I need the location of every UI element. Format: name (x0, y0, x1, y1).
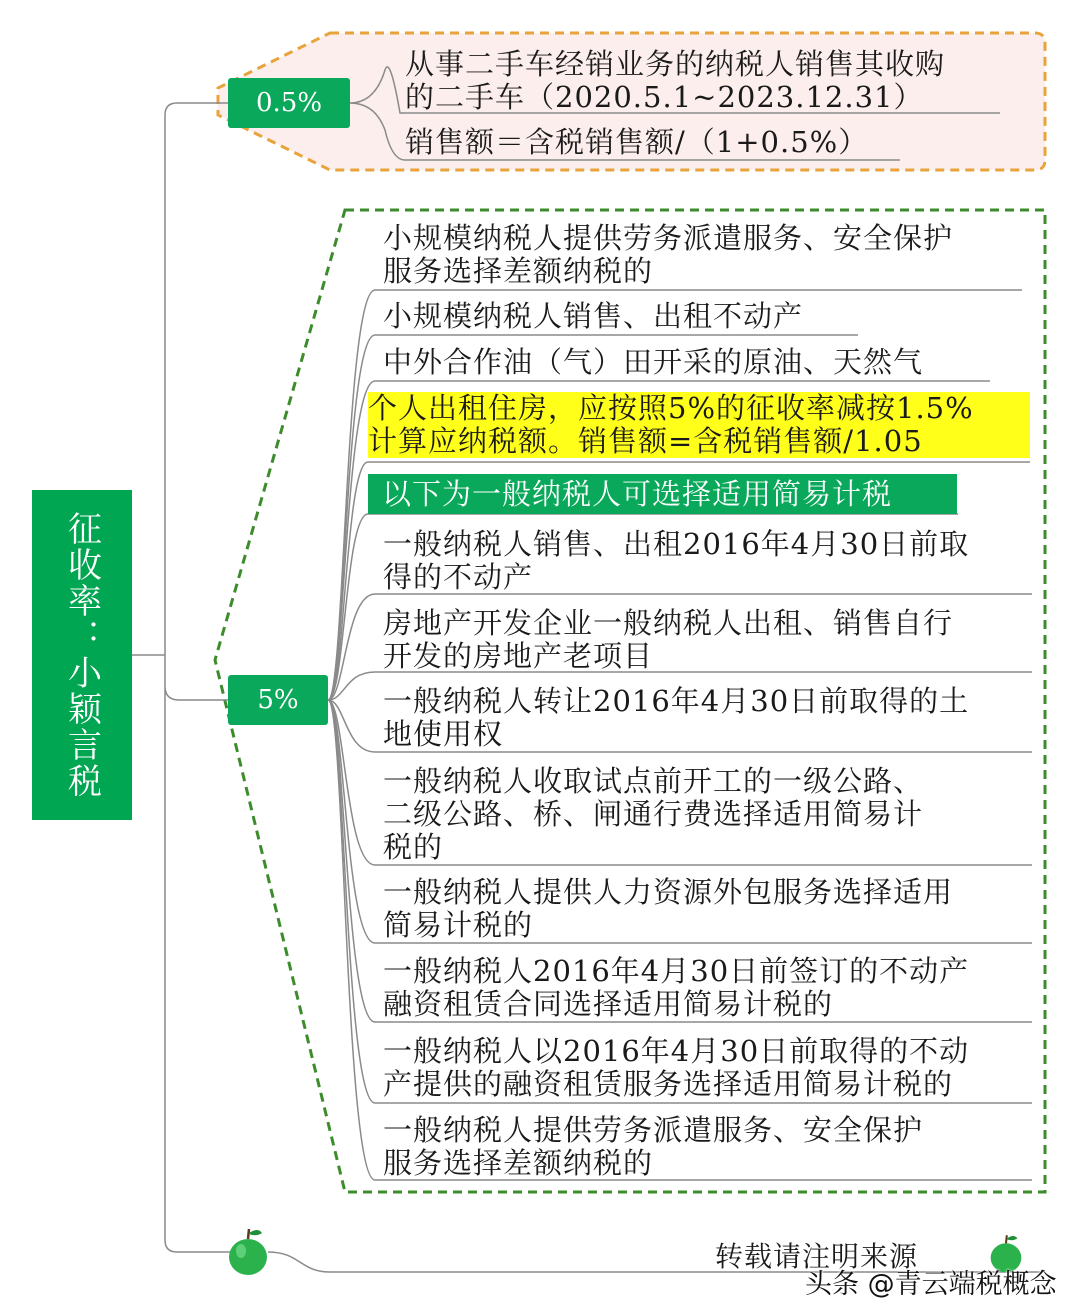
item-line: 一般纳税人销售、出租2016年4月30日前取 (383, 527, 970, 561)
item-line: 服务选择差额纳税的 (383, 254, 654, 288)
item-oil-gas[interactable] (383, 346, 923, 379)
item-land-use-right[interactable] (383, 685, 969, 751)
item-finance-lease-service[interactable] (383, 1035, 969, 1101)
item-line: 开发的房地产老项目 (383, 639, 654, 673)
item-personal-rental[interactable] (368, 392, 1030, 458)
item-line: 从事二手车经销业务的纳税人销售其收购 (405, 47, 946, 81)
item-finance-lease-contract[interactable] (383, 955, 969, 1021)
root-node[interactable]: 征收率：小颖言税 (32, 490, 132, 820)
item-line: 中外合作油（气）田开采的原油、天然气 (383, 345, 924, 379)
item-line: 地使用权 (383, 717, 504, 751)
trunk-line (132, 103, 230, 1252)
item-line: 销售额＝含税销售额/（1+0.5%） (405, 125, 869, 159)
item-line: 一般纳税人转让2016年4月30日前取得的土 (383, 684, 970, 718)
apple-icon (226, 1225, 270, 1277)
item-line: 一般纳税人收取试点前开工的一级公路、 (383, 764, 924, 798)
footer-note: 转载请注明来源 (715, 1240, 919, 1273)
item-line: 小规模纳税人提供劳务派遣服务、安全保护 (383, 221, 954, 255)
item-line: 服务选择差额纳税的 (383, 1146, 654, 1180)
general-taxpayer-header[interactable]: 以下为一般纳税人可选择适用简易计税 (368, 474, 957, 514)
item-line: 一般纳税人以2016年4月30日前取得的不动 (383, 1034, 970, 1068)
item-line: 融资租赁合同选择适用简易计税的 (383, 987, 834, 1021)
item-line: 的二手车（2020.5.1~2023.12.31） (405, 80, 924, 114)
item-line: 一般纳税人提供劳务派遣服务、安全保护 (383, 1113, 924, 1147)
item-general-real-estate[interactable] (383, 528, 969, 594)
watermark: 头条 @青云端税概念 (805, 1269, 1057, 1300)
item-developer-old-project[interactable] (383, 607, 953, 673)
item-line: 简易计税的 (383, 908, 534, 942)
item-small-labor-dispatch[interactable] (383, 222, 953, 288)
item-line: 一般纳税人2016年4月30日前签订的不动产 (383, 954, 970, 988)
item-line: 一般纳税人提供人力资源外包服务选择适用 (383, 875, 954, 909)
item-line: 房地产开发企业一般纳税人出租、销售自行 (383, 606, 954, 640)
item-line: 个人出租住房，应按照5%的征收率减按1.5% (368, 391, 974, 425)
item-labor-dispatch-repeat[interactable] (383, 1114, 923, 1180)
item-toll-fees[interactable] (383, 765, 923, 864)
item-small-real-estate[interactable] (383, 300, 803, 333)
item-line: 产提供的融资租赁服务选择适用简易计税的 (383, 1067, 954, 1101)
item-line: 得的不动产 (383, 560, 534, 594)
item-used-car-dealers[interactable] (405, 48, 945, 114)
item-line: 税的 (383, 830, 444, 864)
item-line: 小规模纳税人销售、出租不动产 (383, 299, 804, 333)
item-hr-outsourcing[interactable] (383, 876, 953, 942)
rate-node-5[interactable]: 5% (228, 675, 328, 725)
item-line: 计算应纳税额。销售额=含税销售额/1.05 (368, 424, 923, 458)
rate-node-0.5[interactable]: 0.5% (228, 78, 350, 128)
item-line: 二级公路、桥、闸通行费选择适用简易计 (383, 797, 924, 831)
item-sales-formula[interactable] (405, 126, 868, 159)
